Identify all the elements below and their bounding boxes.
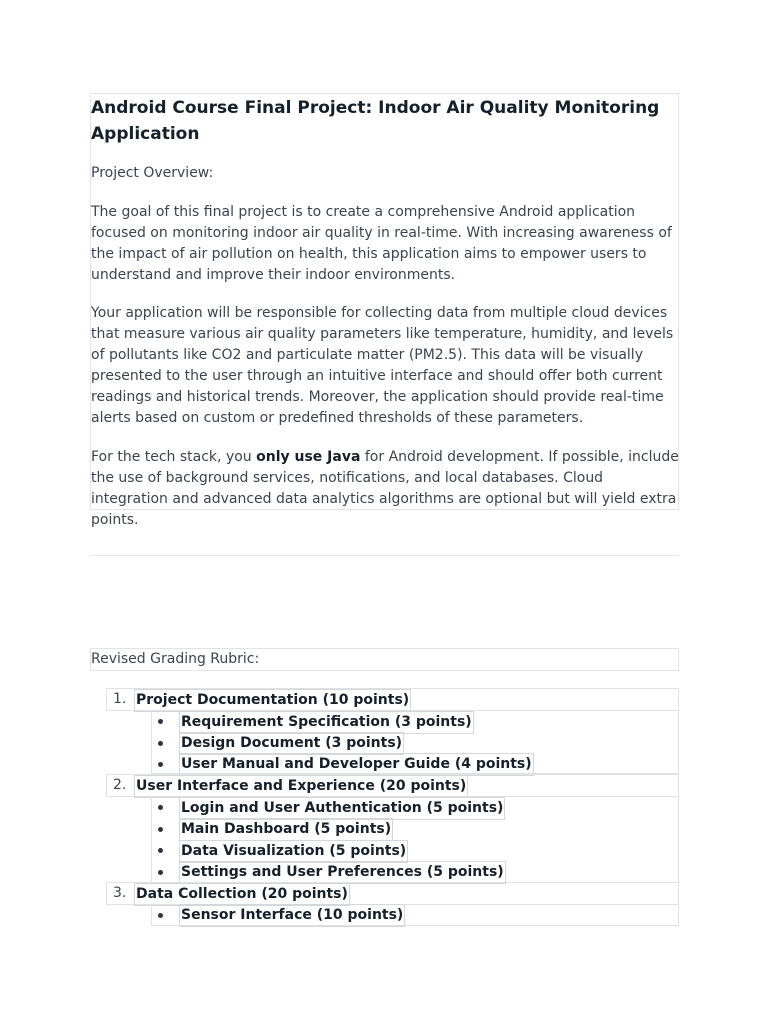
page-title: Android Course Final Project: Indoor Air Quality Monitoring Application <box>91 98 660 144</box>
rubric-subitem: Data Visualization (5 points) <box>179 840 408 863</box>
rubric-label: Revised Grading Rubric: <box>91 651 260 667</box>
bullet-icon <box>158 848 163 853</box>
rubric-section-title: User Interface and Experience (20 points) <box>134 775 468 798</box>
rubric-section-number: 2. <box>113 777 127 793</box>
bullet-icon <box>158 805 163 810</box>
paragraph-requirements: Your application will be responsible for collecting data from multiple cloud devices that measure various air quality parameters like temperature, humidity, and levels of pollutants like CO2 and particulate matter (PM2.5). This data will be visually presented to the user through an intuitive interface and should offer both current readings and historical trends. Moreover, the application should provide real-time alerts based on custom or predefined thresholds of these parameters. <box>91 305 674 426</box>
horizontal-divider <box>90 555 679 556</box>
rubric-section-number: 3. <box>113 885 127 901</box>
bullet-icon <box>158 827 163 832</box>
rubric-subitem: Settings and User Preferences (5 points) <box>179 861 506 884</box>
bullet-icon <box>158 913 163 918</box>
rubric-subitem: Login and User Authentication (5 points) <box>179 797 505 820</box>
tech-stack-text-start: For the tech stack, you <box>91 449 257 465</box>
tech-stack-text-end: for Android development. If possible, include the use of background services, notifications, and local databases. Cloud integration and advanced data analytics algorithms are optional but will yield extra points. <box>91 449 679 528</box>
tech-stack-emphasis: only use Java <box>256 449 361 465</box>
rubric-section-title: Data Collection (20 points) <box>134 883 350 906</box>
rubric-subitem: Requirement Specification (3 points) <box>179 711 474 734</box>
rubric-section-title: Project Documentation (10 points) <box>134 689 411 712</box>
bullet-icon <box>158 762 163 767</box>
rubric-subitem: User Manual and Developer Guide (4 points) <box>179 753 534 776</box>
paragraph-tech-stack <box>91 447 679 531</box>
bullet-icon <box>158 741 163 746</box>
bullet-icon <box>158 870 163 875</box>
overview-label: Project Overview: <box>91 165 214 181</box>
rubric-subitem: Sensor Interface (10 points) <box>179 904 405 927</box>
rubric-subitem: Design Document (3 points) <box>179 732 404 755</box>
paragraph-goal: The goal of this final project is to create a comprehensive Android application focused on monitoring indoor air quality in real-time. With increasing awareness of the impact of air pollution on health, this application aims to empower users to understand and improve their indoor environments. <box>91 204 672 283</box>
rubric-subitem: Main Dashboard (5 points) <box>179 818 393 841</box>
bullet-icon <box>158 719 163 724</box>
rubric-section-number: 1. <box>113 691 127 707</box>
